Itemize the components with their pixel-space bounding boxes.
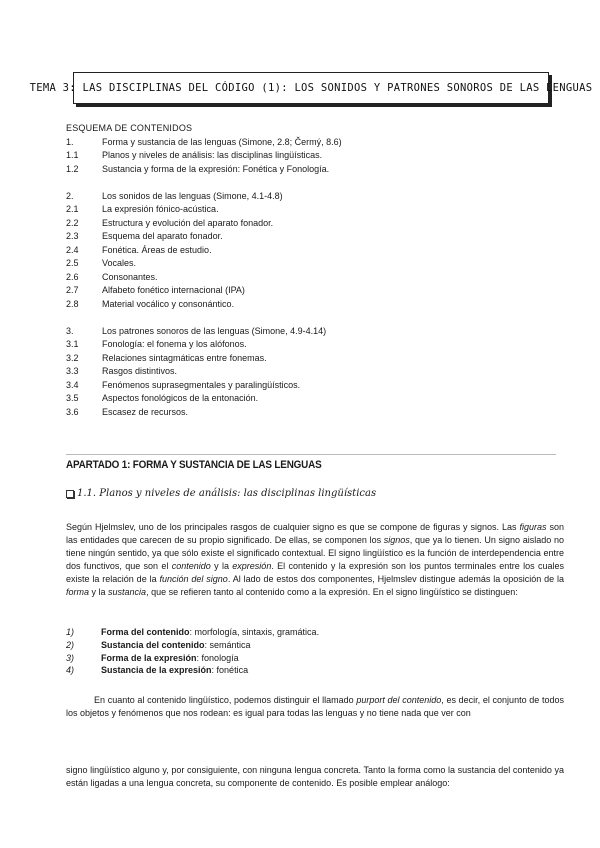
toc-item-number: 1.2 — [66, 163, 79, 174]
text-run: . Al lado de estos dos componentes, Hjelmslev distingue además la oposición de la — [227, 574, 564, 584]
toc-item-text: Alfabeto fonético internacional (IPA) — [102, 285, 245, 295]
list-item — [66, 639, 319, 652]
subsection-heading — [66, 488, 376, 499]
toc-item-number: 2.5 — [66, 258, 79, 268]
toc-item — [66, 406, 546, 420]
toc-item-number: 3.2 — [66, 352, 79, 363]
toc-item-number: 3.3 — [66, 366, 79, 376]
subsection-title: 1.1. Planos y niveles de análisis: las disciplinas lingüísticas — [77, 488, 377, 499]
title-box — [29, 72, 593, 104]
list-item-term: Sustancia del contenido — [101, 639, 205, 650]
section-divider — [66, 454, 556, 455]
toc-item — [66, 284, 546, 298]
toc-item-text: Sustancia y forma de la expresión: Fonética y Fonología. — [102, 163, 330, 174]
italic-term: forma — [66, 587, 90, 597]
toc-item-number: 1. — [66, 136, 74, 147]
toc-item-number: 2.2 — [66, 217, 79, 228]
list-item — [66, 652, 319, 665]
list-item-term: Sustancia de la expresión — [101, 665, 212, 676]
toc-item — [66, 217, 546, 231]
toc-item-text: Planos y niveles de análisis: las disciplinas lingüísticas. — [102, 150, 323, 160]
toc-item-number: 2.3 — [66, 231, 79, 241]
list-item-description: : semántica — [204, 639, 251, 650]
italic-term: expresión — [232, 561, 272, 571]
toc-item-text: Forma y sustancia de las lenguas (Simone, 2.8; Čermý, 8.6) — [102, 136, 342, 147]
list-item-term: Forma de la expresión — [101, 652, 197, 663]
list-item-term: Forma del contenido — [101, 627, 190, 637]
toc-item-text: Esquema del aparato fonador. — [102, 231, 223, 241]
section-title: APARTADO 1: FORMA Y SUSTANCIA DE LAS LENGUAS — [66, 459, 322, 471]
toc-item — [66, 244, 546, 258]
toc-item-number: 2.1 — [66, 204, 79, 214]
list-item-description: : fonología — [196, 652, 239, 663]
toc-item — [66, 365, 546, 379]
text-run: y la — [89, 587, 109, 597]
toc-spacer — [66, 176, 546, 190]
toc-item-number: 2.8 — [66, 298, 79, 309]
page-title: TEMA 3: LAS DISCIPLINAS DEL CÓDIGO (1): LOS SONIDOS Y PATRONES SONOROS DE LAS LENGUAS — [29, 82, 593, 94]
paragraph-2 — [66, 694, 564, 720]
toc-item — [66, 379, 546, 393]
list-item-description: : morfología, sintaxis, gramática. — [189, 627, 320, 637]
text-run: , es decir, el conjunto de todos los objetos y fenómenos que nos rodean: es igual para todas las lenguas y no tiene nada que ver con — [66, 695, 564, 718]
toc-item-text: Aspectos fonológicos de la entonación. — [102, 393, 259, 403]
toc-item — [66, 392, 546, 406]
toc-item-number: 3.5 — [66, 393, 79, 403]
toc-item-number: 3. — [66, 325, 74, 336]
toc-item — [66, 271, 546, 285]
text-run: , que ya lo tienen. Un signo aislado no tiene ningún sentido, ya que sólo existe el significado contextual. El signo lingüístico es la función de interdependencia entre dos functivos, que son el — [66, 535, 564, 571]
toc-item — [66, 136, 546, 150]
toc-item-text: Rasgos distintivos. — [102, 366, 178, 376]
list-item — [66, 664, 319, 677]
italic-term: sustancia — [108, 587, 147, 597]
toc-item-text: Fonología: el fonema y los alófonos. — [102, 339, 247, 349]
italic-term: contenido — [171, 561, 211, 571]
toc-item-text: La expresión fónico-acústica. — [102, 204, 219, 214]
toc-item-text: Estructura y evolución del aparato fonador. — [102, 217, 274, 228]
toc-item — [66, 203, 546, 217]
toc-item — [66, 190, 546, 204]
list-marker: 2) — [66, 639, 75, 650]
toc-item-text: Fonética. Áreas de estudio. — [102, 244, 212, 255]
list-marker: 4) — [66, 665, 75, 676]
toc-item-number: 3.4 — [66, 379, 79, 390]
toc-spacer — [66, 311, 546, 325]
text-run: , que se refieren tanto al contenido como a la expresión. En el signo lingüístico se distinguen: — [146, 587, 518, 597]
toc-item-number: 2.6 — [66, 271, 79, 282]
text-run: En cuanto al contenido lingüístico, podemos distinguir el llamado — [94, 695, 357, 705]
toc-item-number: 2.7 — [66, 285, 79, 295]
italic-term: signos — [383, 535, 410, 545]
toc-item — [66, 163, 546, 177]
toc-item-text: Los patrones sonoros de las lenguas (Simone, 4.9-4.14) — [102, 325, 327, 336]
list-marker: 1) — [66, 627, 75, 637]
toc-item — [66, 338, 546, 352]
toc-item — [66, 230, 546, 244]
paragraph-3: signo lingüístico alguno y, por consiguiente, con ninguna lengua concreta. Tanto la forma como la sustancia del contenido ya están ligadas a una lengua concreta, su componente de contenido. Es posible emplear análogo: — [66, 765, 564, 788]
italic-term: función del signo — [159, 574, 228, 584]
toc-item-text: Consonantes. — [102, 271, 158, 282]
toc-item-number: 3.6 — [66, 406, 79, 417]
text-run: y la — [210, 561, 233, 571]
toc-item — [66, 325, 546, 339]
checkbox-bullet-icon — [66, 490, 74, 498]
numbered-list — [66, 626, 319, 677]
toc-item — [66, 257, 546, 271]
toc-item-text: Relaciones sintagmáticas entre fonemas. — [102, 352, 267, 363]
toc-item-text: Escasez de recursos. — [102, 406, 189, 417]
toc-item — [66, 149, 546, 163]
list-item-description: : fonética — [211, 665, 249, 676]
text-run: son las entidades que carecen de su propio significado. De ellas, se componen los — [66, 522, 564, 545]
text-run: Según Hjelmslev, uno de los principales rasgos de cualquier signo es que se compone de figuras y signos. Las — [66, 522, 520, 532]
toc-heading: ESQUEMA DE CONTENIDOS — [66, 123, 193, 133]
toc-item-text: Vocales. — [102, 258, 137, 268]
toc-item-text: Material vocálico y consonántico. — [102, 298, 235, 309]
toc-item-number: 1.1 — [66, 150, 79, 160]
toc-item — [66, 352, 546, 366]
text-run: . El contenido y la expresión son los puntos terminales entre los cuales existe la relación de la — [66, 561, 564, 584]
toc-item — [66, 298, 546, 312]
italic-term: purport del contenido — [356, 695, 442, 705]
toc-item-number: 3.1 — [66, 339, 79, 349]
paragraph-1 — [66, 521, 564, 599]
table-of-contents — [66, 122, 546, 419]
toc-item-number: 2.4 — [66, 244, 79, 255]
toc-item-text: Fenómenos suprasegmentales y paralingüísticos. — [102, 379, 301, 390]
toc-item-number: 2. — [66, 190, 74, 201]
toc-body — [66, 136, 546, 420]
italic-term: figuras — [519, 522, 547, 532]
list-marker: 3) — [66, 652, 75, 663]
toc-item-text: Los sonidos de las lenguas (Simone, 4.1-4.8) — [102, 190, 283, 201]
list-item — [66, 626, 319, 639]
